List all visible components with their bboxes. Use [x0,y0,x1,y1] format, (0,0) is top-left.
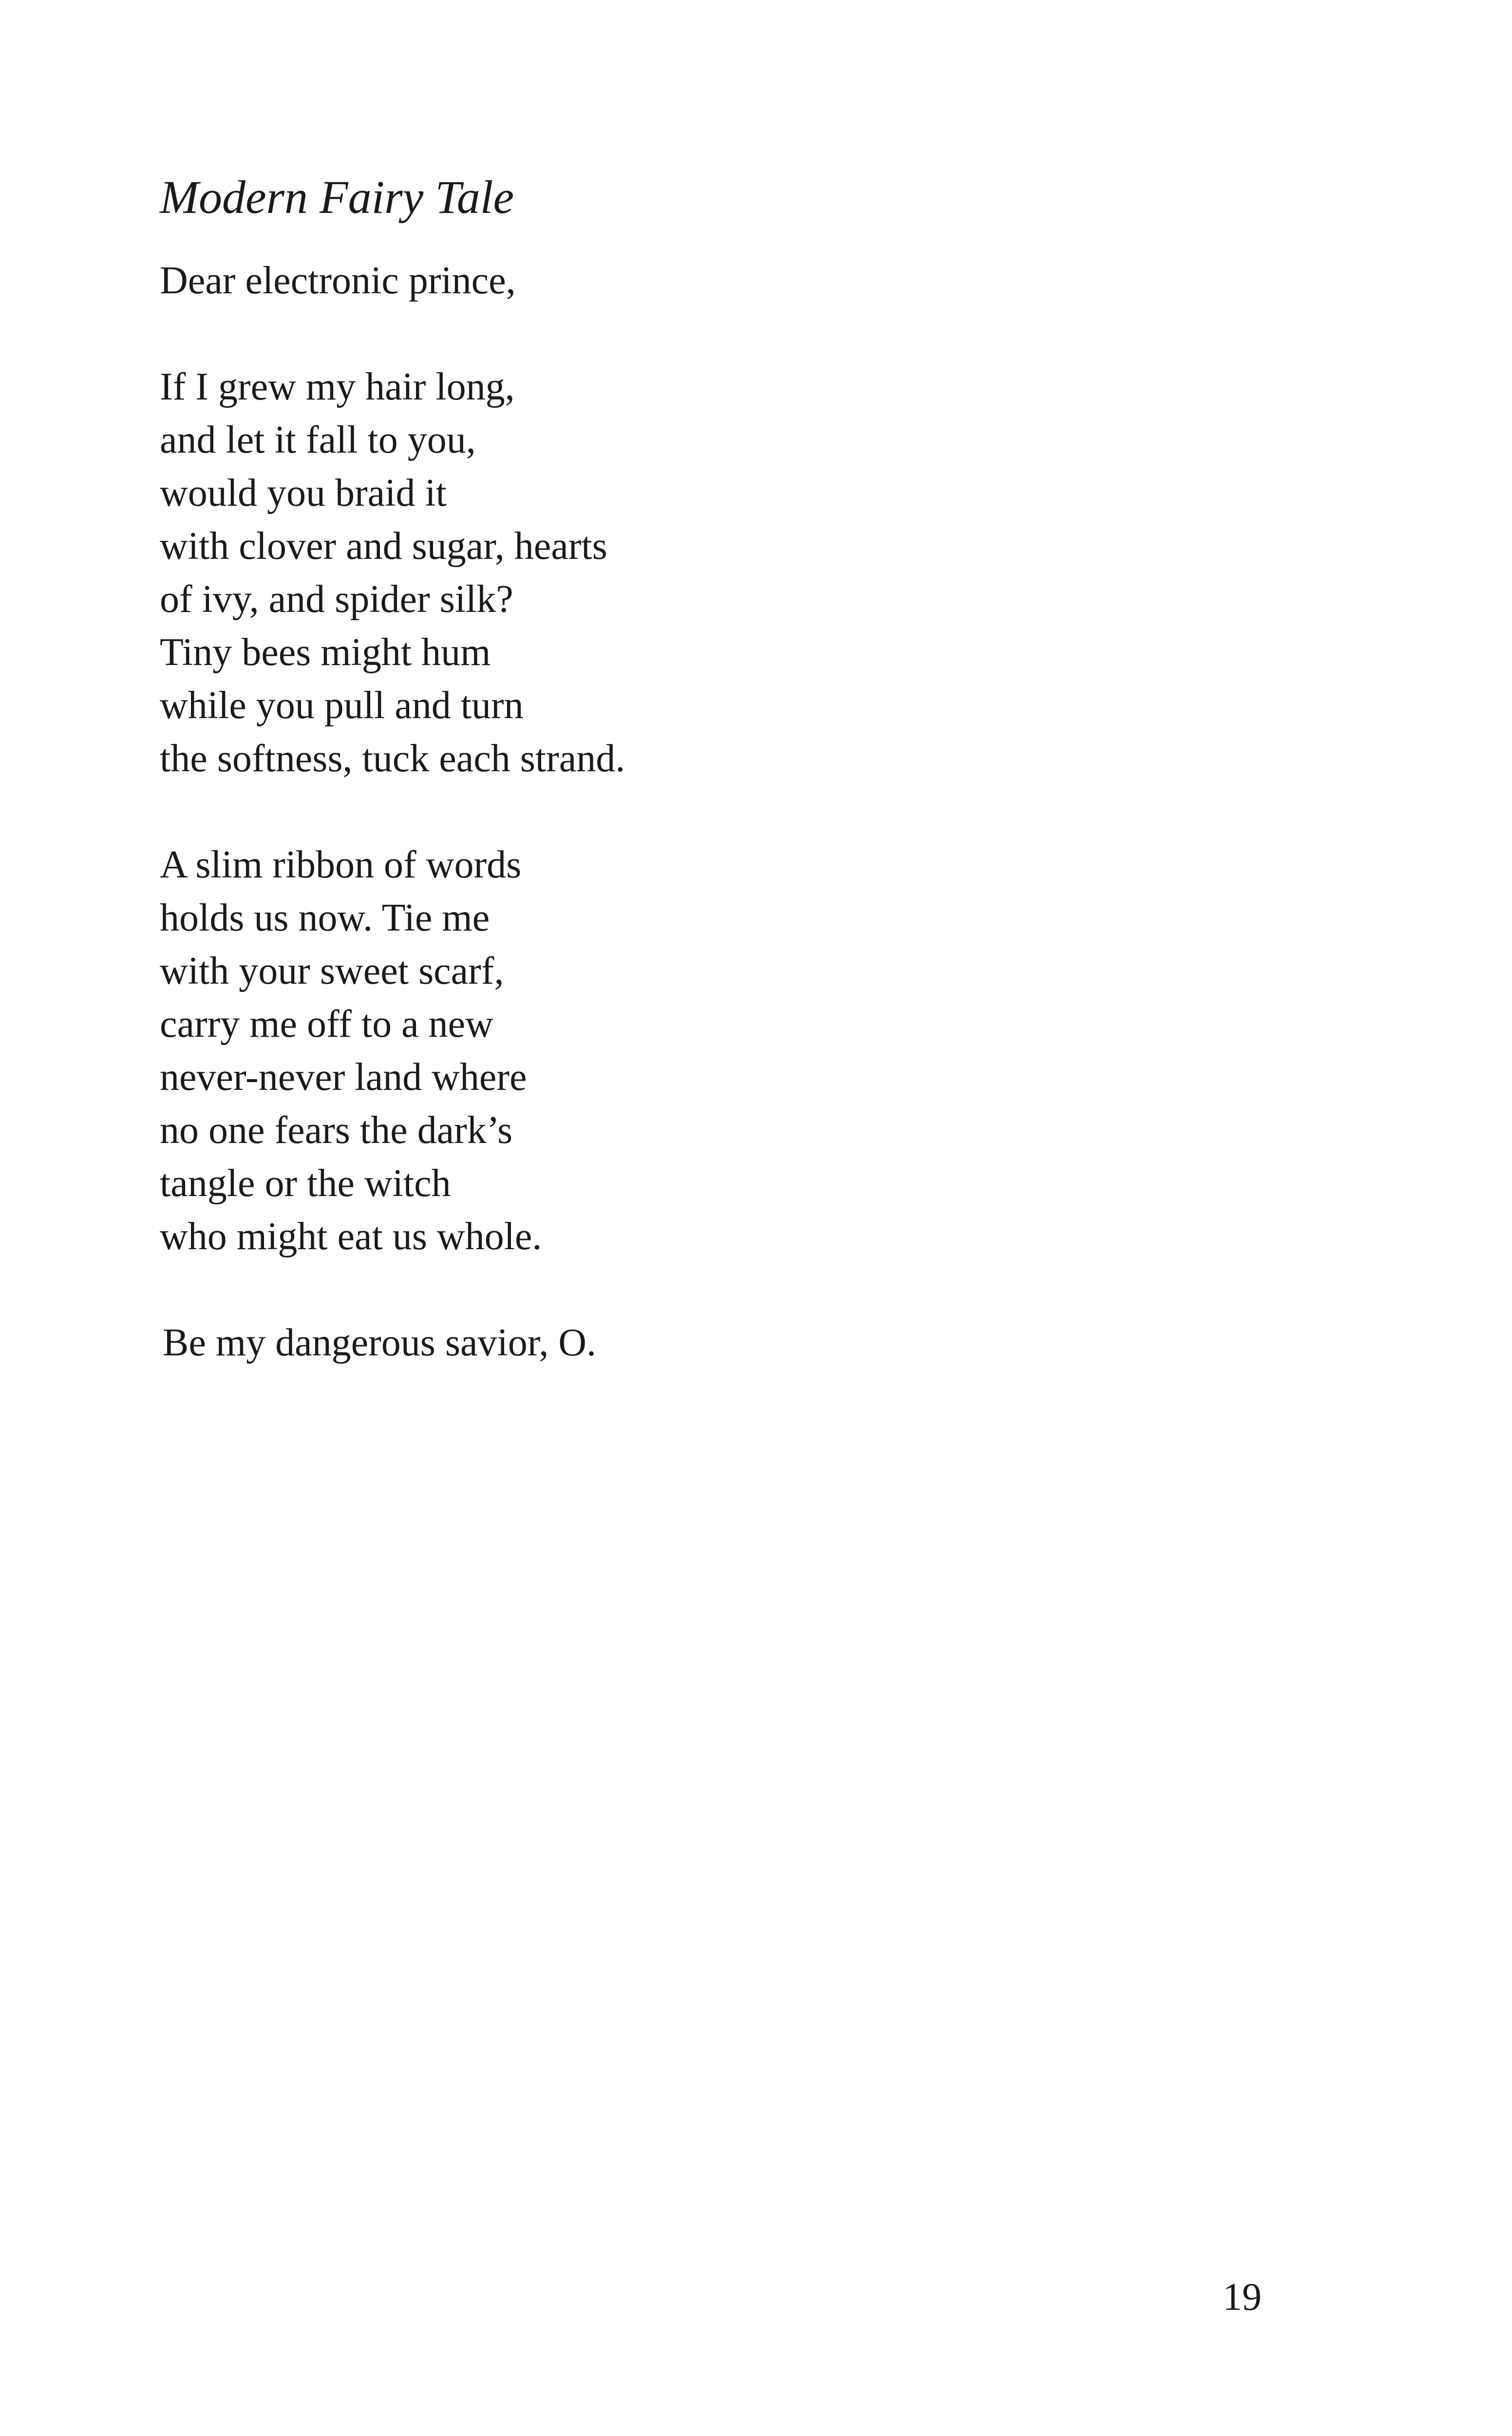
poem-line: who might eat us whole. [160,1215,542,1258]
page-number: 19 [1223,2276,1262,2319]
poem-line: If I grew my hair long, [160,365,515,408]
poem-line: never-never land where [160,1056,527,1099]
poem-line: would you braid it [160,472,447,514]
poem-salutation: Dear electronic prince, [160,259,516,302]
poem-closing: Be my dangerous savior, O. [163,1321,596,1364]
poem-line: no one fears the dark’s [160,1109,513,1152]
poem-line: with clover and sugar, hearts [160,525,607,568]
stanza-1 [160,361,1037,785]
poem-line: carry me off to a new [160,1003,493,1046]
stanza-2 [160,838,1037,1263]
poem-line: with your sweet scarf, [160,950,504,992]
poem-line: and let it fall to you, [160,419,476,461]
poem-line: holds us now. Tie me [160,896,490,939]
poem-line: of ivy, and spider silk? [160,578,513,621]
poem-line: Tiny bees might hum [160,631,491,674]
poem-title: Modern Fairy Tale [160,171,514,223]
poem-line: the softness, tuck each strand. [160,737,625,780]
poem-line: A slim ribbon of words [160,843,522,886]
poem-line: tangle or the witch [160,1162,451,1205]
poem-line: while you pull and turn [160,684,524,727]
poem [160,166,1037,1370]
